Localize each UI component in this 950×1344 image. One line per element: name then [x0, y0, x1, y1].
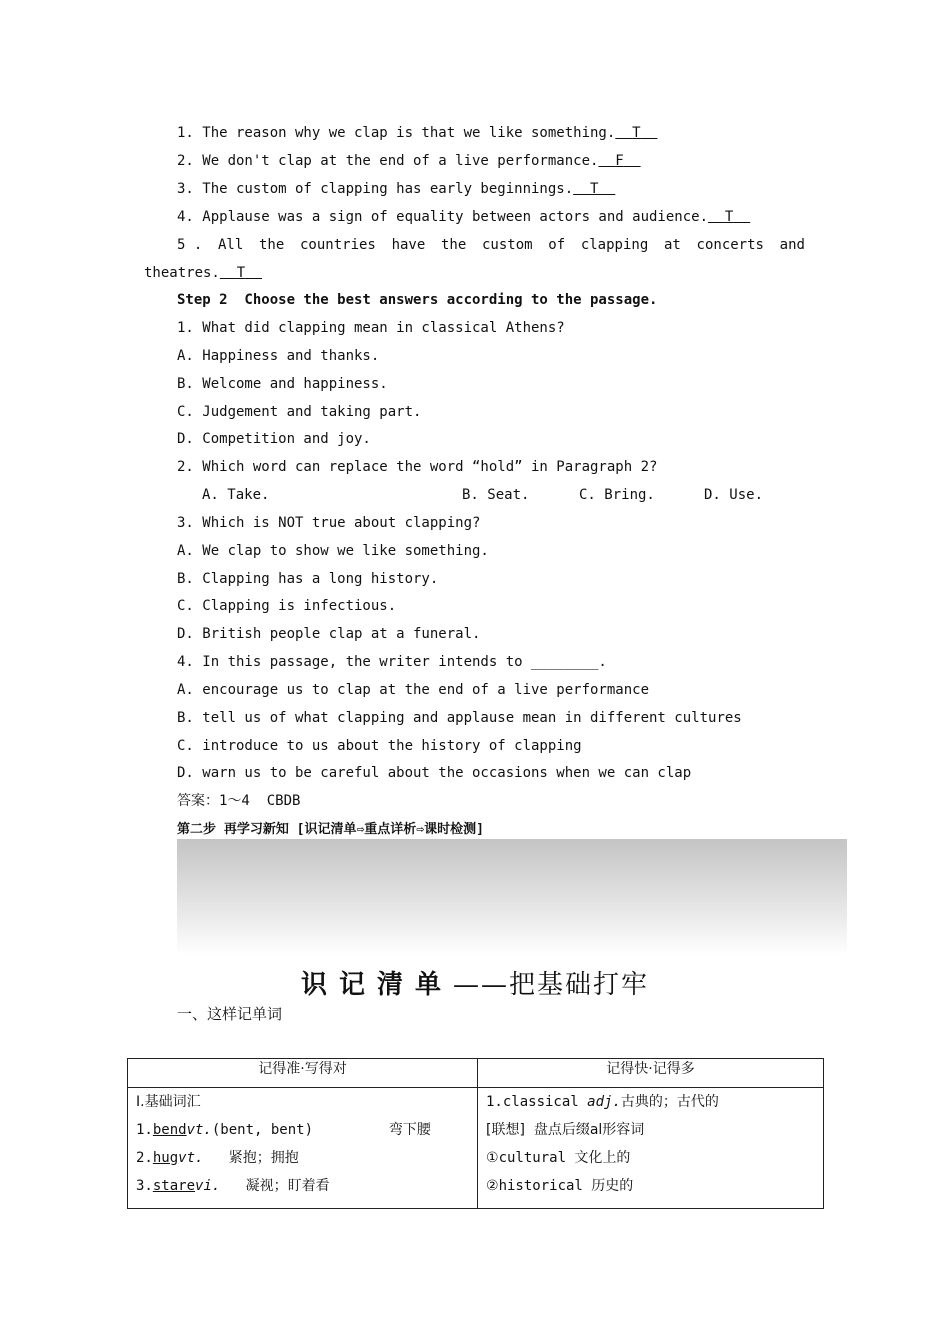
mc-option: D. warn us to be careful about the occasions when we can clap [177, 765, 692, 781]
tf-item-5-cont: theatres. T [144, 264, 262, 282]
mc-option: A. Happiness and thanks. [177, 348, 380, 364]
vocab-item-2: 2.hugvt. 紧抱；拥抱 [136, 1150, 299, 1166]
vocab-word: bend [152, 1122, 187, 1138]
q2-option-b: B. Seat. [462, 487, 530, 503]
q2-option-c: C. Bring. [579, 487, 655, 503]
related-word-3: ②historical 历史的 [486, 1178, 634, 1194]
mc-question-1: 1. What did clapping mean in classical Athens? [177, 320, 565, 336]
tf-item-4: 4. Applause was a sign of equality between actors and audience. T [177, 208, 750, 226]
mc-option: C. introduce to us about the history of clapping [177, 738, 582, 754]
step-nav: 第二步 再学习新知 [识记清单⇨重点详析⇨课时检测] [177, 822, 484, 837]
tf-item-2: 2. We don't clap at the end of a live performance. F [177, 152, 641, 170]
tf-answer-4: T [724, 209, 734, 225]
section-banner [177, 839, 847, 955]
table-left-cell [128, 1088, 478, 1209]
step2-heading: Step 2 Choose the best answers according to the passage. [177, 292, 658, 308]
vocab-word: hug [152, 1150, 179, 1166]
section-title-main: 识记清单 [300, 970, 453, 1000]
section-title [0, 964, 950, 1001]
mc-option: B. tell us of what clapping and applause mean in different cultures [177, 710, 742, 726]
vocab-item-1: 1.bendvt.(bent, bent) 弯下腰 [136, 1122, 431, 1138]
section-subhead: 一、这样记单词 [177, 1005, 283, 1023]
vocab-table [127, 1058, 824, 1209]
tf-answer-2: F [615, 153, 624, 169]
mc-option: A. encourage us to clap at the end of a live performance [177, 682, 650, 698]
vocab-word: stare [152, 1178, 196, 1194]
q2-option-d: D. Use. [704, 487, 764, 503]
tf-answer-5: T [236, 265, 246, 281]
mc-option: D. British people clap at a funeral. [177, 626, 481, 642]
table-header-right: 记得快·记得多 [478, 1059, 824, 1088]
table-right-cell [478, 1088, 824, 1209]
tf-item-3: 3. The custom of clapping has early beginnings. T [177, 180, 615, 198]
vocab-category: Ⅰ.基础词汇 [136, 1094, 201, 1110]
mc-option: C. Clapping is infectious. [177, 598, 397, 614]
section-title-sub: ——把基础打牢 [453, 970, 650, 1000]
mc-question-2: 2. Which word can replace the word “hold” in Paragraph 2? [177, 459, 658, 475]
mc-option: B. Welcome and happiness. [177, 376, 388, 392]
mc-option: C. Judgement and taking part. [177, 404, 422, 420]
tf-answer-1: T [632, 125, 641, 141]
association-note: [联想] 盘点后缀al形容词 [486, 1122, 645, 1138]
tf-item-5: 5 . All the countries have the custom of clapping at concerts and [177, 237, 805, 253]
tf-item-1: 1. The reason why we clap is that we like something. T [177, 124, 657, 142]
tf-answer-3: T [590, 181, 599, 197]
table-header-left: 记得准·写得对 [128, 1059, 478, 1088]
mc-option: D. Competition and joy. [177, 431, 371, 447]
mc-option: B. Clapping has a long history. [177, 571, 439, 587]
related-word-2: ①cultural 文化上的 [486, 1150, 631, 1166]
related-word-1: 1.classical adj.古典的；古代的 [486, 1094, 719, 1110]
mc-question-3: 3. Which is NOT true about clapping? [177, 515, 481, 531]
vocab-item-3: 3.starevi. 凝视；盯着看 [136, 1178, 330, 1194]
q2-option-a: A. Take. [202, 487, 270, 503]
mc-option: A. We clap to show we like something. [177, 543, 489, 559]
answer-key: 答案：1～4 CBDB [177, 793, 301, 809]
mc-question-4: 4. In this passage, the writer intends to ________. [177, 654, 607, 670]
